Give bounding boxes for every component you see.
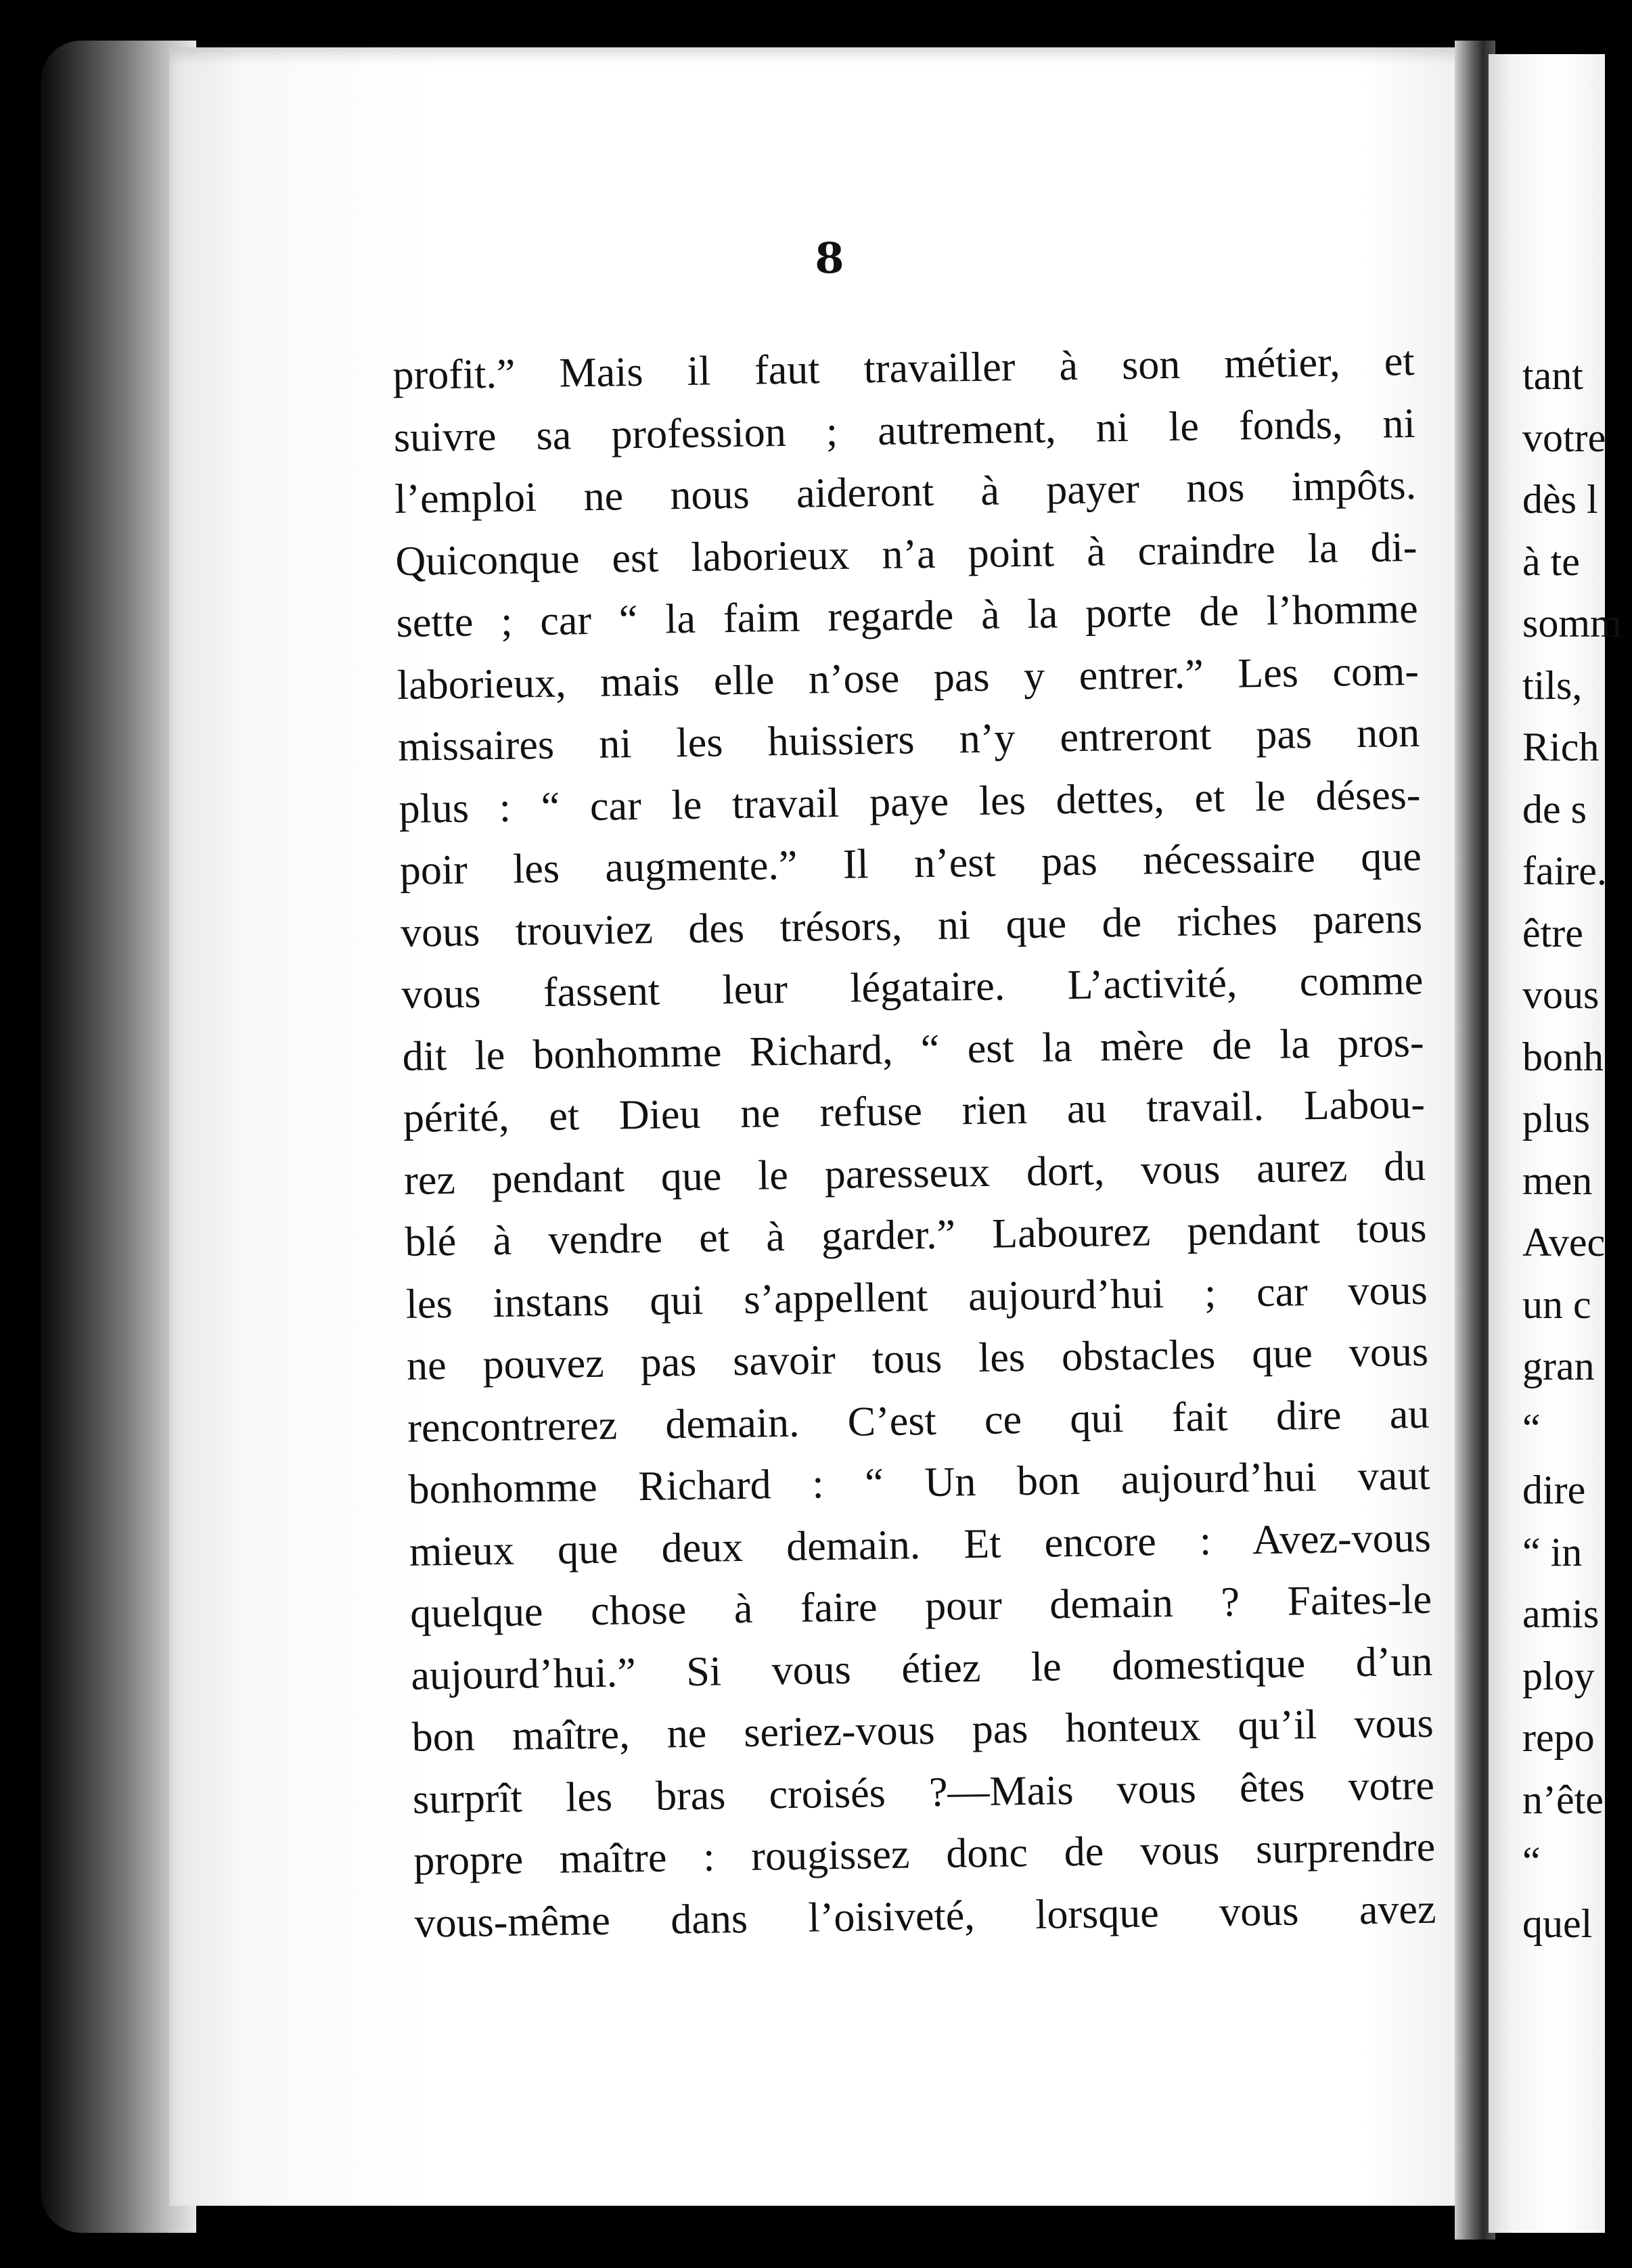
facing-line: bonh xyxy=(1522,1034,1604,1079)
page-number: 8 xyxy=(815,233,844,283)
facing-line: un c xyxy=(1522,1282,1591,1327)
text-line: vous trouviez des trésors, ni que de riches parens xyxy=(400,895,1423,956)
text-line: poir les augmente.” Il n’est pas nécessaire que xyxy=(399,833,1422,894)
text-line: sette ; car “ la faim regarde à la porte de l’homme xyxy=(396,585,1419,646)
text-line: bonhomme Richard : “ Un bon aujourd’hui vaut xyxy=(408,1452,1430,1513)
text-line: blé à vendre et à garder.” Labourez pendant tous xyxy=(405,1204,1427,1265)
facing-line: vous xyxy=(1522,972,1600,1017)
text-line: quelque chose à faire pour demain ? Faites-le xyxy=(409,1576,1432,1637)
text-line: ne pouvez pas savoir tous les obstacles que vous xyxy=(406,1328,1429,1389)
text-line: Quiconque est laborieux n’a point à craindre la di- xyxy=(394,524,1418,585)
facing-line: “ xyxy=(1522,1405,1541,1451)
facing-line: de s xyxy=(1522,786,1587,832)
text-line: suivre sa profession ; autrement, ni le fonds, ni xyxy=(393,400,1416,461)
text-line: bon maître, ne seriez-vous pas honteux qu’il vous xyxy=(411,1700,1434,1761)
text-line: aujourd’hui.” Si vous étiez le domestique d’un xyxy=(410,1638,1433,1699)
facing-line: amis xyxy=(1522,1591,1600,1636)
text-line: mieux que deux demain. Et encore : Avez-vous xyxy=(409,1514,1432,1575)
facing-line: dès l xyxy=(1522,477,1598,522)
facing-line: dire xyxy=(1522,1468,1586,1512)
facing-line: votre xyxy=(1522,415,1606,460)
facing-line: somm xyxy=(1522,601,1622,645)
facing-line: Rich xyxy=(1522,725,1600,769)
text-line: missaires ni les huissiers n’y entreront pas non xyxy=(397,709,1420,770)
text-line: propre maître : rougissez donc de vous surprendre xyxy=(413,1823,1436,1884)
text-line: vous fassent leur légataire. L’activité, comme xyxy=(401,957,1424,1018)
text-line: profit.” Mais il faut travailler à son métier, et xyxy=(392,338,1415,399)
facing-line: men xyxy=(1522,1158,1593,1203)
facing-line: n’ête xyxy=(1522,1777,1604,1822)
text-line: dit le bonhomme Richard, “ est la mère de la pros- xyxy=(402,1019,1425,1080)
facing-line: tils, xyxy=(1522,662,1583,708)
text-line: laborieux, mais elle n’ose pas y entrer.” Les com- xyxy=(396,648,1420,708)
facing-line: tant xyxy=(1522,353,1583,398)
text-line: surprît les bras croisés ?—Mais vous êtes votre xyxy=(412,1762,1435,1823)
text-line: périté, et Dieu ne refuse rien au travail. Labou- xyxy=(403,1081,1426,1141)
facing-line: “ in xyxy=(1522,1529,1583,1574)
facing-line: à te xyxy=(1522,539,1580,584)
facing-line: faire. xyxy=(1522,848,1607,893)
facing-page-text xyxy=(1522,345,1631,1955)
facing-line: repo xyxy=(1522,1715,1595,1760)
text-line: l’emploi ne nous aideront à payer nos impôts. xyxy=(394,461,1417,522)
page-body-text xyxy=(392,331,1436,1955)
facing-line: plus xyxy=(1522,1096,1591,1141)
text-line: plus : “ car le travail paye les dettes, et le déses- xyxy=(399,771,1421,832)
text-line: vous-même dans l’oisiveté, lorsque vous avez xyxy=(414,1886,1436,1947)
facing-line: Avec xyxy=(1522,1220,1606,1265)
facing-line: ploy xyxy=(1522,1653,1595,1698)
facing-line: gran xyxy=(1522,1344,1595,1388)
facing-line: être xyxy=(1522,910,1583,955)
text-line: rez pendant que le paresseux dort, vous aurez du xyxy=(403,1143,1426,1204)
text-line: les instans qui s’appellent aujourd’hui ; car vous xyxy=(405,1267,1428,1328)
text-line: rencontrerez demain. C’est ce qui fait dire au xyxy=(407,1390,1430,1451)
facing-line: “ xyxy=(1522,1839,1541,1884)
facing-line: quel xyxy=(1522,1901,1593,1946)
